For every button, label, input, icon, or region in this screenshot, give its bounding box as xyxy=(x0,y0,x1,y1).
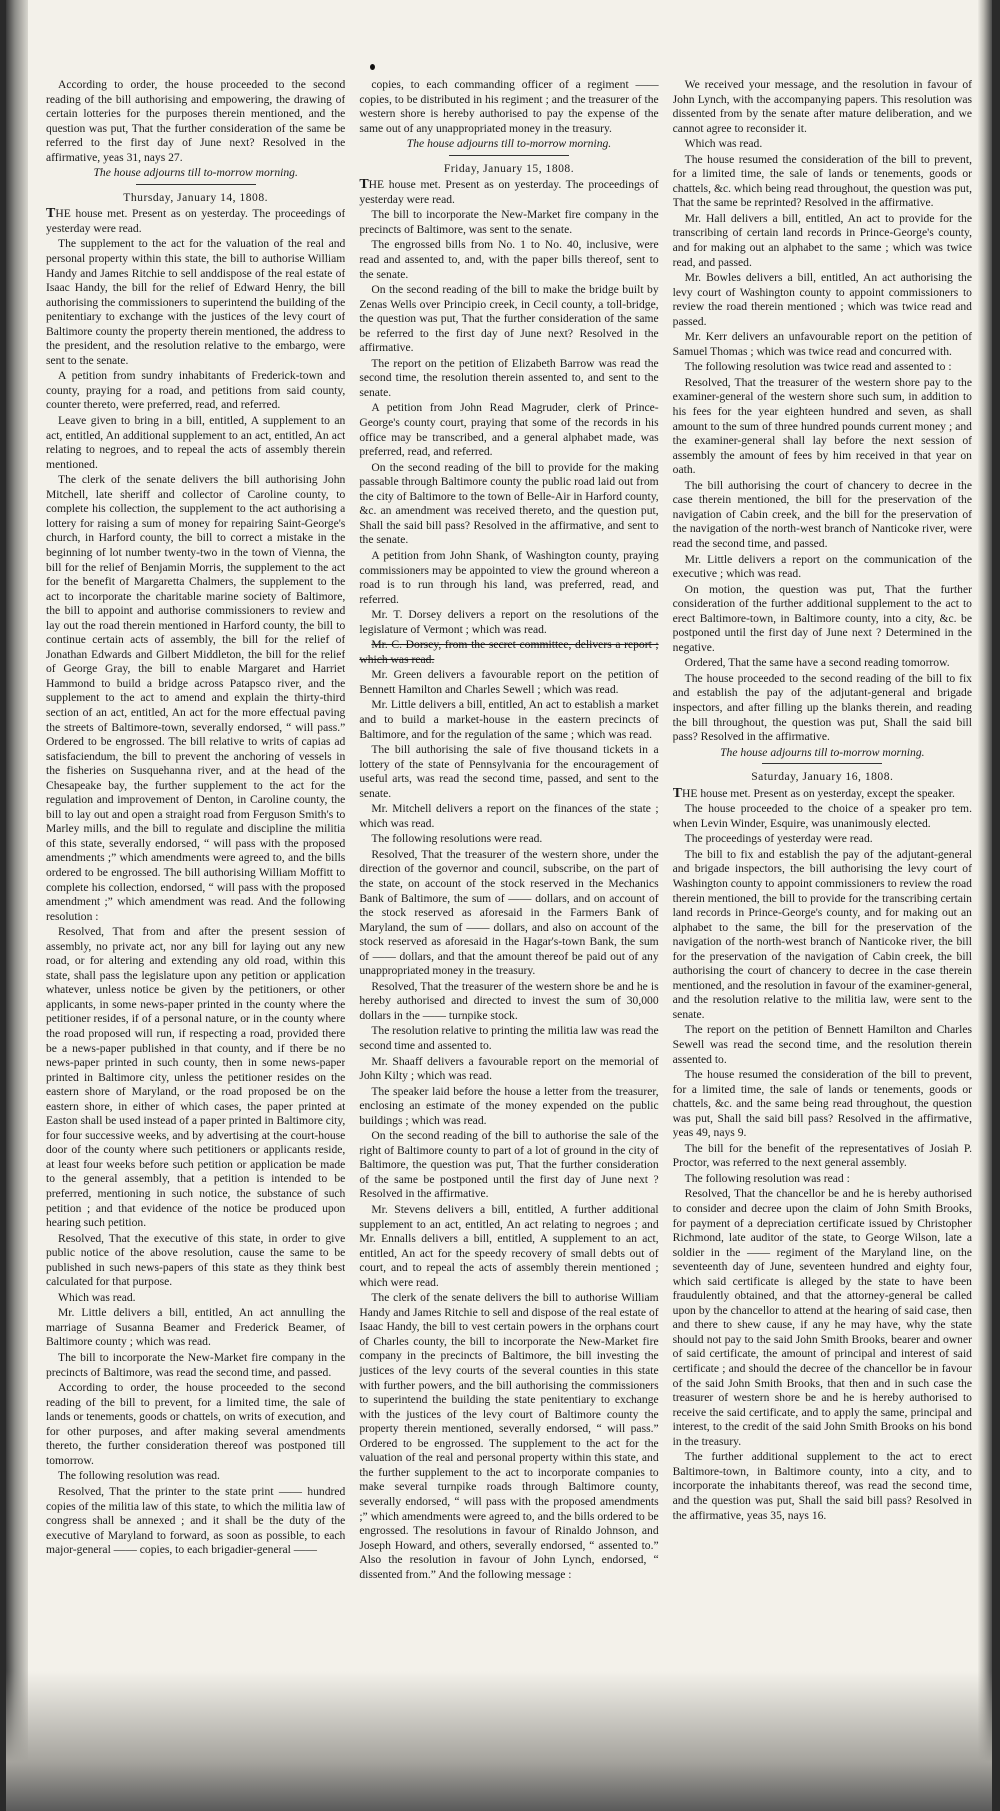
proceedings-paragraph: A petition from John Read Magruder, clerk of Prince-George's county court, praying that some of the records in his office may be transcribed, and a general alphabet made, was preferred, read, and referred. xyxy=(359,401,659,459)
proceedings-paragraph: The bill for the benefit of the representatives of Josiah P. Proctor, was referred to the next general assembly. xyxy=(672,1141,972,1170)
proceedings-paragraph: Mr. Little delivers a bill, entitled, An act annulling the marriage of Susanna Beamer and Frederick Beamer, of Baltimore county ; which was read. xyxy=(46,1306,346,1349)
proceedings-paragraph: Mr. Little delivers a bill, entitled, An act to establish a market and to build a market-house in the eastern precincts of Baltimore, and for the regulation of the same ; which was read. xyxy=(359,698,659,741)
session-opening-paragraph: THE house met. Present as on yesterday. The proceedings of yesterday were read. xyxy=(46,206,346,235)
proceedings-paragraph: The clerk of the senate delivers the bill to authorise William Handy and James Ritchie to sell and dispose of the real estate of Isaac Handy, the bill to vest certain powers in the orphans court of Charles county, the bill to incorporate the New-Market fire company in the precincts of Baltimore, the bill investing the justices of the levy courts of the several counties in this state with further powers, and the bill authorising the commissioners to superintend the building the state penitentiary to exchange with the justices of the levy court of Baltimore county the property therein mentioned, severally endorsed, “ will pass.” Ordered to be engrossed. The supplement to the act for the valuation of the real and personal property within this state, and the further supplement to the act to incorporate companies to make several turnpike roads through Baltimore county, severally endorsed, “ will pass with the proposed amendments ;” which amendments were agreed to, and the bills ordered to be engrossed. The resolutions in favour of Rinaldo Johnson, and Joseph Howard, and others, severally endorsed, “ assented to.” Also the resolution in favour of John Lynch, endorsed, “ dissented from.” And the following message : xyxy=(359,1291,659,1581)
session-date-heading: Friday, January 15, 1808. xyxy=(443,161,575,175)
proceedings-paragraph: Mr. Stevens delivers a bill, entitled, A further additional supplement to an act, entitled, An act relating to negroes ; and Mr. Ennalls delivers a bill, entitled, A supplement to an act, entitled, An act for the speedy recovery of small debts out of court, and to repeal the acts of assembly therein mentioned ; which were read. xyxy=(359,1203,659,1289)
proceedings-paragraph: Resolved, That the treasurer of the western shore, under the direction of the governor and council, subscribe, on the part of the state, on account of the stock reserved in the Mechanics Bank of Baltimore, the sum of —— dollars, and on account of the stock reserved as aforesaid in the Farmers Bank of Maryland, the sum of —— dollars, and also on account of the stock reserved as aforesaid in the Hagar's-town Bank, the sum of —— dollars, and that the amount thereof be paid out of any unappropriated money in the treasury. xyxy=(359,847,659,978)
proceedings-paragraph: Mr. Hall delivers a bill, entitled, An act to provide for the transcribing of certain land records in Prince-George's county, and for making out an alphabet to the same ; which was twice read, and passed. xyxy=(672,211,972,269)
column-middle xyxy=(359,78,658,1678)
adjournment-line: The house adjourns till to-morrow morning. xyxy=(720,745,925,759)
proceedings-paragraph: Mr. Shaaff delivers a favourable report on the memorial of John Kilty ; which was read. xyxy=(359,1054,659,1083)
session-opening-paragraph: THE house met. Present as on yesterday, except the speaker. xyxy=(672,785,955,801)
proceedings-paragraph: The report on the petition of Bennett Hamilton and Charles Sewell was read the second time, and the resolution therein assented to. xyxy=(672,1023,972,1066)
scanned-newspaper-page xyxy=(6,0,992,1811)
proceedings-paragraph: The following resolution was twice read and assented to : xyxy=(684,360,952,374)
heading-rule xyxy=(136,184,256,185)
proceedings-paragraph: A petition from John Shank, of Washington county, praying commissioners may be appointed to view the ground whereon a road is to run through his land, was preferred, read, and referred. xyxy=(359,548,659,606)
ink-speck xyxy=(370,64,375,70)
proceedings-paragraph: Resolved, That the executive of this state, in order to give public notice of the above resolution, cause the same to be published in such news-papers of this state as they think best calculated for that purpose. xyxy=(46,1231,346,1289)
proceedings-paragraph: The bill to incorporate the New-Market fire company in the precincts of Baltimore, was read the second time, and passed. xyxy=(46,1351,346,1379)
session-date-heading: Saturday, January 16, 1808. xyxy=(751,770,894,784)
proceedings-paragraph: The resolution relative to printing the militia law was read the second time and assented to. xyxy=(359,1024,659,1052)
proceedings-paragraph: Resolved, That the treasurer of the western shore be and he is hereby authorised and directed to invest the sum of 30,000 dollars in the —— turnpike stock. xyxy=(359,979,659,1022)
heading-rule xyxy=(449,155,569,156)
proceedings-paragraph: On the second reading of the bill to provide for the making passable through Baltimore county the public road laid out from the city of Baltimore to the town of Belle-Air in Harford county, &c. an amendment was received thereto, and the question put, Shall the said bill pass? Resolved in the affirmative, and sent to the senate. xyxy=(359,460,659,547)
proceedings-paragraph: Resolved, That the chancellor be and he is hereby authorised to consider and decree upon the claim of John Smith Brooks, for payment of a depreciation certificate issued by Christopher Richmond, late auditor of the state, to George Wilson, late a soldier in the —— regiment of the Maryland line, on the seventeenth day of June, seventeen hundred and eighty four, which said certificate is alleged by the state to have been fraudulently obtained, and that the attorney-general be called upon by the chancellor to attend at the hearing of said case, then and there to shew cause, if any he may have, why the state should not pay to the said John Smith Brooks, bearer and owner of said certificate, the amount of principal and interest of said certificate ; and should the decree of the chancellor be in favour of the said John Smith Brooks, that then and in such case the treasurer of western shore be and he is hereby authorised to receive the said certificate, and to apply the same, principal and interest, to the credit of the said John Smith Brooks on his bond in the treasury. xyxy=(672,1187,972,1448)
proceedings-paragraph: Resolved, That the printer to the state print —— hundred copies of the militia law of this state, to which the militia law of congress shall be annexed ; and it shall be the duty of the executive of Maryland to forward, as soon as possible, to each major-general —— copies, to each brigadier-general —— xyxy=(46,1484,346,1557)
proceedings-paragraph: Mr. Green delivers a favourable report on the petition of Bennett Hamilton and Charles Sewell ; which was read. xyxy=(359,668,659,696)
scan-shadow-right xyxy=(978,0,992,1811)
text-columns xyxy=(46,78,972,1678)
session-opening-paragraph: THE house met. Present as on yesterday. The proceedings of yesterday were read. xyxy=(359,177,659,206)
proceedings-paragraph: Leave given to bring in a bill, entitled, A supplement to an act, entitled, An additional supplement to an act, entitled, An act relating to negroes, and to repeal the acts of assembly therein mentioned. xyxy=(46,414,346,471)
proceedings-paragraph: The bill to fix and establish the pay of the adjutant-general and brigade inspectors, the bill authorising the levy court of Washington county to appoint commissioners to review the road therein mentioned, the bill to provide for the transcribing certain land records in Prince-George's county, and for making out an alphabet to the same, the bill for the preservation of the navigation of the north-west branch of Nanticoke river, the bill for the preservation of the navigation of Cabin creek, the bill authorising the court of chancery to decree in the case therein mentioned, and the resolution in favour of the examiner-general, and the resolution relative to the militia law, were sent to the senate. xyxy=(672,847,972,1021)
proceedings-paragraph: The following resolution was read : xyxy=(684,1171,850,1185)
proceedings-paragraph: On the second reading of the bill to make the bridge built by Zenas Wells over Principio creek, in Cecil county, a toll-bridge, the question was put, That the further consideration of the same be referred to the first day of June next? Resolved in the affirmative. xyxy=(359,283,659,355)
proceedings-paragraph: We received your message, and the resolution in favour of John Lynch, with the accompanying papers. This resolution was dissented from by the senate after mature deliberation, and we cannot agree to reconsider it. xyxy=(672,78,972,135)
proceedings-paragraph: Mr. Kerr delivers an unfavourable report on the petition of Samuel Thomas ; which was twice read and concurred with. xyxy=(672,330,972,358)
proceedings-paragraph: Ordered, That the same have a second reading tomorrow. xyxy=(684,656,950,670)
proceedings-paragraph: Which was read. xyxy=(58,1290,136,1304)
proceedings-paragraph: The bill authorising the court of chancery to decree in the case therein mentioned, the bill for the preservation of the navigation of Cabin creek, and the bill for the preservation of the navigation of the north-west branch of Nanticoke river, were read the second time, and passed. xyxy=(672,478,972,550)
proceedings-paragraph: Mr. Bowles delivers a bill, entitled, An act authorising the levy court of Washington county to appoint commissioners to review the road therein mentioned ; which was twice read and passed. xyxy=(672,271,972,328)
proceedings-paragraph: The supplement to the act for the valuation of the real and personal property within this state, the bill to authorise William Handy and James Ritchie to sell anddispose of the real estate of Isaac Handy, the bill for the relief of Edward Henry, the bill authorising the commissioners to superintend the building of the penitentiary to exchange with the justices of the levy court of Baltimore county the property therein mentioned, the address to the president, and the resolution relative to the embargo, were sent to the senate. xyxy=(46,237,346,367)
proceedings-paragraph: Resolved, That from and after the present session of assembly, no private act, nor any bill for laying out any new road, or for altering and extending any old road, within this state, shall pass the legislature upon any petition or application whatever, unless notice be given by the petitioners, or other applicants, in some news-paper printed in the county where the petitioner resides, if of a personal nature, or in the county where the road proposed will run, if respecting a road, provided there be a news-paper published in that county, and if there be no news-paper printed in such county, then in some news-paper printed in Baltimore city, unless the petitioner resides on the eastern shore of Maryland, or the road proposed be on the eastern shore, in either of which cases, the paper printed at Easton shall be used instead of a paper printed in Baltimore city, for four successive weeks, and by advertising at the court-house door of the county where such petitioners or applicants reside, at least four weeks before such petition or application be made to the general assembly, that a petition is intended to be preferred, mentioning in such notice, the substance of such petition ; and that evidence of the notice be produced upon hearing such petition. xyxy=(46,925,346,1230)
session-date-heading: Thursday, January 14, 1808. xyxy=(123,190,269,204)
struck-through-paragraph: Mr. C. Dorsey, from the secret committee, delivers a report ; which was read. xyxy=(359,638,659,666)
proceedings-paragraph: The following resolutions were read. xyxy=(371,832,543,846)
proceedings-paragraph: The speaker laid before the house a letter from the treasurer, enclosing an estimate of the money expended on the public buildings ; which was read. xyxy=(359,1084,659,1127)
proceedings-paragraph: The engrossed bills from No. 1 to No. 40, inclusive, were read and assented to, and, with the paper bills thereof, sent to the senate. xyxy=(359,238,659,281)
proceedings-paragraph: The further additional supplement to the act to erect Baltimore-town, in Baltimore county, into a city, and to incorporate the inhabitants thereof, was read the second time, and the question was put, Shall the said bill pass? Resolved in the affirmative, yeas 35, nays 16. xyxy=(672,1450,972,1522)
proceedings-paragraph: According to order, the house proceeded to the second reading of the bill authorising and empowering, the drawing of certain lotteries for the purposes therein mentioned, and the question was put, That the further consideration of the same be referred to the first day of June next? Resolved in the affirmative, yeas 31, nays 27. xyxy=(46,78,346,164)
proceedings-paragraph: According to order, the house proceeded to the second reading of the bill to prevent, for a limited time, the sale of lands or tenements, goods or chattels, on writs of execution, and for other purposes, and after making several amendments thereto, the further consideration thereof was postponed till tomorrow. xyxy=(46,1381,346,1467)
proceedings-paragraph: The report on the petition of Elizabeth Barrow was read the second time, the resolution therein assented to, and sent to the senate. xyxy=(359,356,659,399)
column-left xyxy=(46,78,345,1678)
proceedings-paragraph: The clerk of the senate delivers the bill authorising John Mitchell, late sheriff and collector of Caroline county, to complete his collection, the supplement to the act authorising a lottery for raising a sum of money for repairing Saint-George's church, in Harford county, the bill to correct a mistake in the beginning of lot number twenty-two in the town of Vienna, the bill for the relief of Benjamin Morris, the supplement to the act for the benefit of Margaretta Chalmers, the supplement to the act to incorporate the charitable marine society of Baltimore, the bill to appoint and authorise commissioners to review and lay out the road therein mentioned in Harford county, the bill to continue certain acts of assembly, the bill for the relief of Jonathan Edwards and Gilbert Middleton, the bill for the relief of George Gray, the bill to enable Margaret and Harriet Hammond to build a bridge across Patapsco river, and the supplement to the act to amend and explain the thirty-third section of an act, entitled, An act for the more effectual paving the streets of Baltimore-town, severally endorsed, “ will pass.” Ordered to be engrossed. The bill relative to writs of capias ad satisfaciendum, the bill to prevent the anchoring of vessels in the fisheries on Susquehanna river, and at the head of the Chesapeake bay, the further supplement to the act for the regulation and improvement of Denton, in Caroline county, the bill to lay out and open a straight road from Ferguson Smith's to Marley mills, and the bill to regulate and discipline the militia of this state, severally endorsed, “ will pass with the proposed amendments ;” which amendments were agreed to, and the bills ordered to be engrossed. The bill authorising William Moffitt to complete his collection, endorsed, “ will pass with the proposed amendment ;” which amendment was read. And the following resolution : xyxy=(46,473,346,923)
scan-shadow-bottom xyxy=(6,1671,992,1811)
proceedings-paragraph: Mr. Little delivers a report on the communication of the executive ; which was read. xyxy=(672,552,972,581)
proceedings-paragraph: On motion, the question was put, That the further consideration of the further additional supplement to the act to erect Baltimore-town, in Baltimore county, into a city, &c. be postponed until the first day of June next ? Determined in the negative. xyxy=(672,582,972,654)
proceedings-paragraph: Mr. Mitchell delivers a report on the finances of the state ; which was read. xyxy=(359,802,659,830)
adjournment-line: The house adjourns till to-morrow morning. xyxy=(406,137,612,151)
proceedings-paragraph: The bill authorising the sale of five thousand tickets in a lottery of the state of Pennsylvania for the encouragement of useful arts, was read the second time, passed, and sent to the senate. xyxy=(359,743,659,800)
proceedings-paragraph: The proceedings of yesterday were read. xyxy=(684,832,873,846)
column-right xyxy=(673,78,972,1678)
proceedings-paragraph: copies, to each commanding officer of a regiment —— copies, to be distributed in his regiment ; and the treasurer of the western shore is hereby authorised to pay the expense of the same out of any unappropriated money in the treasury. xyxy=(359,78,659,135)
proceedings-paragraph: The house proceeded to the second reading of the bill to fix and establish the pay of the adjutant-general and brigade inspectors, and after filling up the blanks therein, and reading the bill throughout, the question was put, Shall the said bill pass? Resolved in the affirmative. xyxy=(672,671,972,744)
proceedings-paragraph: Mr. T. Dorsey delivers a report on the resolutions of the legislature of Vermont ; which was read. xyxy=(359,608,659,636)
scan-shadow-left xyxy=(6,0,28,1811)
proceedings-paragraph: Resolved, That the treasurer of the western shore pay to the examiner-general of the western shore such sum, in addition to his fees for the year eighteen hundred and seven, as shall amount to the sum of three hundred pounds current money ; and the examiner-general shall lay before the next session of assembly the amount of fees by him received in that year on oath. xyxy=(672,375,972,477)
proceedings-paragraph: On the second reading of the bill to authorise the sale of the right of Baltimore county to part of a lot of ground in the city of Baltimore, the question was put, That the further consideration of the same be postponed until the first day of June next ? Resolved in the affirmative. xyxy=(359,1129,659,1201)
proceedings-paragraph: A petition from sundry inhabitants of Frederick-town and county, praying for a road, and petitions from said county, counter thereto, were preferred, read, and referred. xyxy=(46,369,346,412)
proceedings-paragraph: The house proceeded to the choice of a speaker pro tem. when Levin Winder, Esquire, was unanimously elected. xyxy=(672,802,972,830)
proceedings-paragraph: The house resumed the consideration of the bill to prevent, for a limited time, the sale of lands or tenements, goods or chattels, &c. and the same being read throughout, the question was put, Shall the said bill pass? Resolved in the affirmative, yeas 49, nays 9. xyxy=(672,1068,972,1140)
proceedings-paragraph: Which was read. xyxy=(684,137,763,151)
heading-rule xyxy=(762,763,882,764)
proceedings-paragraph: The bill to incorporate the New-Market fire company in the precincts of Baltimore, was sent to the senate. xyxy=(359,208,659,236)
proceedings-paragraph: The house resumed the consideration of the bill to prevent, for a limited time, the sale of lands or tenements, goods or chattels, &c. which being read throughout, the question was put, That the same be reprinted? Resolved in the affirmative. xyxy=(672,152,972,210)
proceedings-paragraph: The following resolution was read. xyxy=(58,1469,220,1483)
adjournment-line: The house adjourns till to-morrow morning. xyxy=(93,166,298,180)
